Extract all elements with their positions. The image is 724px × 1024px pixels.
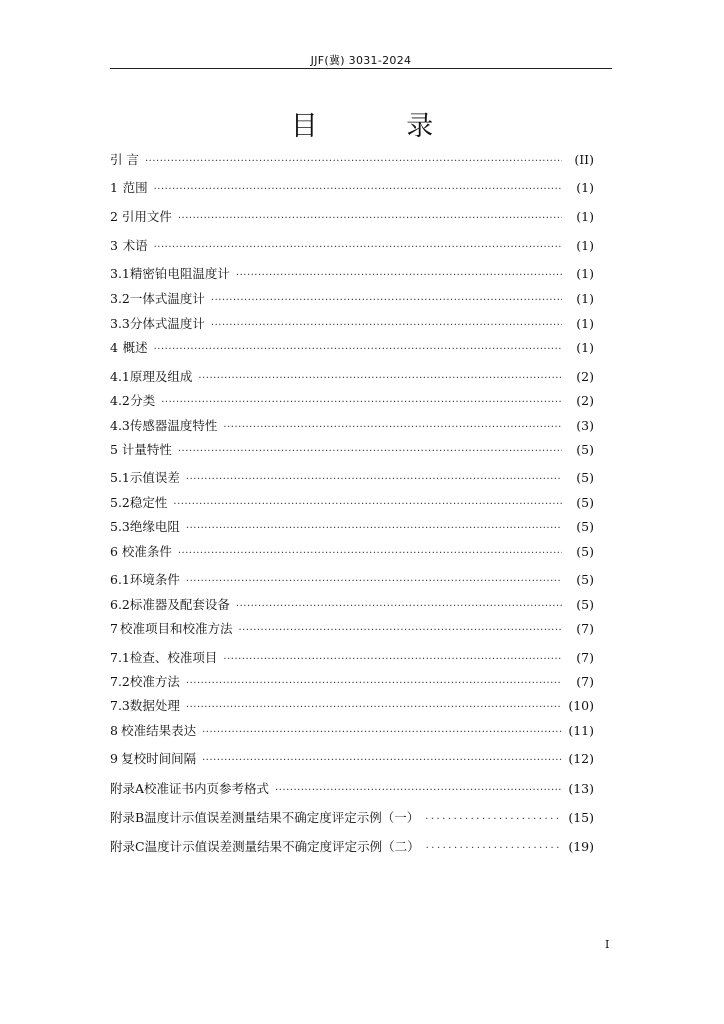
toc-entry[interactable] — [110, 416, 594, 434]
toc-entry[interactable] — [110, 289, 594, 307]
toc-entry-page: (1) — [576, 291, 594, 306]
toc-entry-title: 原理及组成 — [129, 369, 193, 384]
toc-entry[interactable] — [110, 570, 594, 588]
toc-entry-title: 引 言 — [110, 152, 139, 167]
toc-leader-dots — [145, 156, 562, 167]
toc-entry-number: 5.2 — [110, 495, 130, 510]
toc-leader-dots — [186, 523, 562, 534]
toc-entry[interactable] — [110, 595, 594, 613]
toc-entry-page: (2) — [576, 369, 594, 384]
toc-entry-number: 5.1 — [110, 470, 130, 485]
toc-leader-dots — [236, 601, 562, 612]
toc-entry[interactable] — [110, 314, 594, 332]
toc-entry[interactable] — [110, 696, 594, 714]
toc-entry-number: 6 — [110, 544, 118, 559]
toc-entry[interactable] — [110, 779, 594, 797]
toc-entry[interactable] — [110, 721, 594, 739]
toc-entry-title: 校准条件 — [121, 544, 172, 559]
toc-leader-dots — [186, 702, 562, 713]
toc-entry-title: 概述 — [122, 340, 148, 355]
toc-entry-number: 3.3 — [110, 316, 130, 331]
toc-entry-number: 6.1 — [110, 572, 130, 587]
toc-entry-page: (1) — [576, 316, 594, 331]
toc-entry[interactable] — [110, 619, 594, 637]
toc-entry-page: (2) — [576, 393, 594, 408]
toc-leader-dots — [173, 499, 562, 510]
toc-entry-title: 一体式温度计 — [129, 291, 205, 306]
toc-entry-page: (7) — [576, 674, 594, 689]
page-number: I — [605, 938, 610, 951]
toc-entry[interactable] — [110, 648, 594, 666]
toc-entry-number: 4.3 — [110, 418, 130, 433]
toc-entry-title: 校准证书内页参考格式 — [144, 781, 270, 796]
toc-leader-dots — [223, 422, 562, 433]
toc-entry[interactable] — [110, 264, 594, 282]
toc-entry-title: 示值误差 — [129, 470, 180, 485]
toc-entry-page: (5) — [576, 572, 594, 587]
toc-entry-number: 4.1 — [110, 369, 130, 384]
document-code-header: JJF(冀) 3031-2024 — [310, 54, 412, 67]
toc-entry-number: 4 — [110, 340, 118, 355]
page-title: 目 录 — [290, 111, 474, 142]
toc-entry[interactable] — [110, 236, 594, 254]
toc-entry[interactable] — [110, 338, 594, 356]
toc-leader-dots — [178, 446, 562, 457]
toc-entry-title: 数据处理 — [129, 698, 180, 713]
toc-entry-page: (7) — [576, 621, 594, 636]
toc-entry[interactable] — [110, 837, 594, 855]
toc-entry-page: (5) — [576, 544, 594, 559]
toc-entry-number: 7.3 — [110, 698, 130, 713]
toc-leader-dots — [154, 344, 562, 355]
toc-entry-page: (5) — [576, 442, 594, 457]
toc-entry-title: 复校时间间隔 — [121, 751, 197, 766]
toc-entry-number: 附录B — [110, 810, 145, 825]
toc-leader-dots — [202, 727, 562, 738]
toc-entry-number: 附录C — [110, 839, 145, 854]
toc-entry-page: (1) — [576, 340, 594, 355]
toc-entry-number: 4.2 — [110, 393, 130, 408]
toc-leader-dots — [223, 654, 562, 665]
toc-entry[interactable] — [110, 367, 594, 385]
toc-entry-title: 校准项目和校准方法 — [119, 621, 233, 636]
toc-entry-page: (12) — [568, 751, 594, 766]
toc-entry[interactable] — [110, 542, 594, 560]
toc-entry-page: (5) — [576, 470, 594, 485]
header-divider — [110, 68, 612, 69]
toc-entry-number: 7.2 — [110, 674, 130, 689]
toc-entry-number: 9 — [110, 751, 118, 766]
toc-leader-dots — [198, 373, 562, 384]
toc-entry-number: 3.2 — [110, 291, 130, 306]
toc-entry-page: (3) — [576, 418, 594, 433]
toc-entry-title: 传感器温度特性 — [129, 418, 218, 433]
toc-entry[interactable] — [110, 150, 594, 168]
toc-leader-dots — [178, 213, 562, 224]
toc-entry[interactable] — [110, 672, 594, 690]
toc-entry-page: (15) — [568, 810, 594, 825]
toc-entry-title: 分类 — [130, 393, 156, 408]
toc-entry[interactable] — [110, 440, 594, 458]
toc-entry[interactable] — [110, 391, 594, 409]
toc-entry-number: 3 — [110, 238, 118, 253]
toc-entry-number: 5.3 — [110, 519, 130, 534]
toc-entry-title: 稳定性 — [129, 495, 168, 510]
toc-leader-dots — [186, 474, 562, 485]
toc-entry-title: 术语 — [122, 238, 148, 253]
toc-leader-dots — [186, 678, 562, 689]
toc-leader-dots — [161, 397, 562, 408]
toc-entry-page: (13) — [568, 781, 594, 796]
toc-entry-number: 7 — [110, 621, 118, 636]
toc-entry-page: (1) — [576, 209, 594, 224]
toc-entry[interactable] — [110, 207, 594, 225]
toc-entry-title: 引用文件 — [121, 209, 172, 224]
toc-entry-title: 分体式温度计 — [129, 316, 205, 331]
toc-entry-page: (1) — [576, 266, 594, 281]
toc-entry-page: (10) — [568, 698, 594, 713]
toc-leader-dots — [275, 785, 562, 796]
toc-entry-page: (11) — [568, 723, 594, 738]
toc-entry[interactable] — [110, 749, 594, 767]
toc-entry-page: (5) — [576, 519, 594, 534]
toc-entry-number: 附录A — [110, 781, 145, 796]
toc-entry-page: (II) — [574, 152, 594, 167]
toc-entry-page: (1) — [576, 238, 594, 253]
toc-entry-title: 环境条件 — [129, 572, 180, 587]
toc-entry-title: 绝缘电阻 — [129, 519, 180, 534]
toc-leader-dots — [202, 755, 562, 766]
toc-entry-number: 2 — [110, 209, 118, 224]
toc-entry-number: 5 — [110, 442, 118, 457]
toc-entry-title: 精密铂电阻温度计 — [129, 266, 230, 281]
toc-entry-page: (5) — [576, 597, 594, 612]
toc-entry[interactable] — [110, 808, 594, 826]
toc-entry[interactable] — [110, 517, 594, 535]
toc-entry[interactable] — [110, 468, 594, 486]
toc-leader-dots — [178, 548, 562, 559]
toc-leader-dots — [426, 843, 562, 854]
toc-leader-dots — [236, 270, 562, 281]
toc-entry-title: 校准方法 — [129, 674, 180, 689]
toc-entry-number: 6.2 — [110, 597, 130, 612]
toc-entry-number: 3.1 — [110, 266, 130, 281]
toc-entry-title: 标准器及配套设备 — [129, 597, 230, 612]
toc-leader-dots — [425, 814, 562, 825]
toc-entry-page: (7) — [576, 650, 594, 665]
toc-entry-page: (19) — [568, 839, 594, 854]
toc-entry-number: 1 — [110, 180, 118, 195]
toc-leader-dots — [154, 184, 562, 195]
toc-entry-number: 8 — [110, 723, 118, 738]
toc-entry[interactable] — [110, 493, 594, 511]
toc-entry-title: 温度计示值误差测量结果不确定度评定示例（一） — [144, 810, 420, 825]
toc-entry-title: 范围 — [122, 180, 148, 195]
toc-leader-dots — [238, 625, 562, 636]
toc-entry[interactable] — [110, 178, 594, 196]
toc-entry-page: (5) — [576, 495, 594, 510]
toc-entry-title: 校准结果表达 — [121, 723, 197, 738]
toc-leader-dots — [211, 320, 562, 331]
toc-leader-dots — [154, 242, 562, 253]
toc-leader-dots — [211, 295, 562, 306]
toc-entry-title: 检查、校准项目 — [129, 650, 218, 665]
toc-entry-title: 温度计示值误差测量结果不确定度评定示例（二） — [144, 839, 420, 854]
toc-entry-title: 计量特性 — [121, 442, 172, 457]
toc-entry-page: (1) — [576, 180, 594, 195]
toc-leader-dots — [186, 576, 562, 587]
toc-entry-number: 7.1 — [110, 650, 130, 665]
